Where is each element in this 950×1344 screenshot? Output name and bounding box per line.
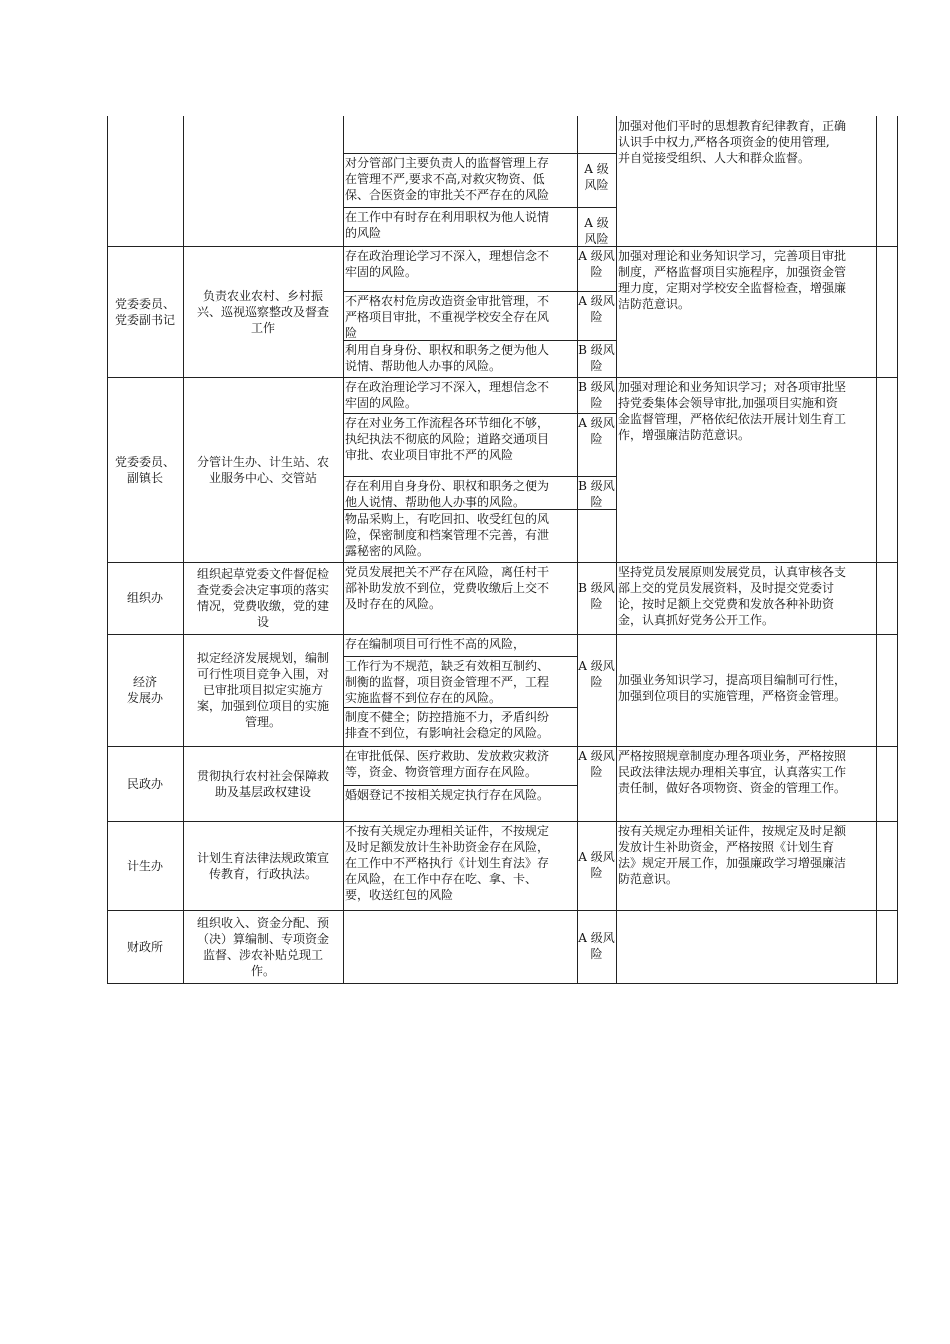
risk-level: A 级 风险 (584, 216, 609, 246)
table-rule (107, 562, 898, 563)
table-rule (107, 910, 898, 911)
table-rule (107, 821, 898, 822)
risk-level: B 级风 险 (578, 581, 615, 611)
table-rule (343, 153, 578, 154)
role-cell: 组织办 (126, 591, 163, 605)
duty-cell: 贯彻执行农村社会保障救 助及基层政权建设 (196, 769, 329, 799)
risk-level: A 级风 险 (578, 294, 615, 324)
risk-text: 在审批低保、医疗救助、发放救灾救济 等，资金、物资管理方面存在风险。 (345, 749, 550, 779)
role-cell: 财政所 (126, 940, 163, 954)
table-rule (343, 207, 578, 208)
prevention-measures: 按有关规定办理相关证件，按规定及时足额 发放计生补助资金，严格按照《计划生育 法》规定开展工作，加强廉政学习增强廉洁 防范意识。 (618, 824, 847, 886)
risk-text: 制度不健全；防控措施不力，矛盾纠纷 排查不到位，有影响社会稳定的风险。 (345, 710, 550, 740)
prevention-measures: 加强业务知识学习，提高项目编制可行性， 加强到位项目的实施管理，严格资金管理。 (618, 673, 847, 703)
role-cell: 计生办 (126, 859, 163, 873)
risk-level: A 级风 险 (578, 850, 615, 880)
risk-text: 党员发展把关不严存在风险，离任村干 部补助发放不到位，党费收缴后上交不 及时存在的风险。 (345, 565, 550, 611)
table-rule (343, 707, 578, 708)
risk-text: 存在政治理论学习不深入，理想信念不 牢固的风险。 (345, 380, 550, 410)
risk-level: A 级 风险 (584, 162, 609, 192)
role-cell: 民政办 (126, 777, 163, 791)
risk-text: 在工作中有时存在利用职权为他人说情 的风险 (345, 210, 550, 240)
risk-level: B 级风 险 (578, 343, 615, 373)
risk-text: 利用自身身份、职权和职务之便为他人 说情、帮助他人办事的风险。 (345, 343, 550, 373)
table-rule (107, 983, 898, 984)
prevention-measures: 坚持党员发展原则发展党员，认真审核各支 部上交的党员发展资料，及时提交党委讨 论，按时足额上交党费和发放各种补助资 金，认真抓好党务公开工作。 (618, 565, 847, 627)
risk-text: 存在对业务工作流程各环节细化不够， 执纪执法不彻底的风险；道路交通项目 审批、农业项目审批不严的风险 (345, 416, 550, 462)
prevention-measures: 加强对理论和业务知识学习；对各项审批坚 持党委集体会领导审批,加强项目实施和资 金监督管理，严格依纪依法开展计划生育工 作，增强廉洁防范意识。 (618, 380, 847, 442)
table-rule (343, 785, 578, 786)
risk-text: 存在编制项目可行性不高的风险， (345, 637, 526, 651)
duty-cell: 分管计生办、计生站、农 业服务中心、交管站 (196, 455, 329, 485)
table-rule (577, 413, 617, 414)
table-rule (577, 291, 617, 292)
table-rule (107, 746, 898, 747)
prevention-measures: 严格按照规章制度办理各项业务，严格按照 民政法律法规办理相关事宜，认真落实工作 责任制，做好各项物资、资金的管理工作。 (618, 749, 847, 795)
table-rule (107, 377, 898, 378)
table-rule (343, 413, 578, 414)
prevention-measures: 加强对理论和业务知识学习，完善项目审批 制度，严格监督项目实施程序，加强资金管 理力度，定期对学校安全监督检查，增强廉 洁防范意识。 (618, 249, 847, 311)
table-rule (577, 153, 617, 154)
table-rule (107, 246, 898, 247)
table-rule (577, 476, 617, 477)
risk-level: A 级风 险 (578, 749, 615, 779)
risk-text: 存在政治理论学习不深入，理想信念不 牢固的风险。 (345, 249, 550, 279)
risk-level: B 级风 险 (578, 479, 615, 509)
risk-text: 不按有关规定办理相关证件，不按规定 及时足额发放计生补助资金存在风险， 在工作中不严格执行《计划生育法》存 在风险，在工作中存在吃、拿、卡、 要，收送红包的风险 (345, 824, 550, 902)
table-rule (343, 476, 578, 477)
risk-text: 对分管部门主要负责人的监督管理上存 在管理不严,要求不高,对救灾物资、低 保、合医资金的审批关不严存在的风险 (345, 156, 550, 202)
table-rule (107, 634, 898, 635)
duty-cell: 组织收入、资金分配、预 （决）算编制、专项资金 监督、涉农补贴兑现工 作。 (196, 916, 329, 978)
role-cell: 经济 发展办 (126, 675, 163, 705)
risk-level: A 级风 险 (578, 416, 615, 446)
table-rule (343, 656, 578, 657)
risk-text: 婚姻登记不按相关规定执行存在风险。 (345, 788, 550, 802)
risk-level: A 级风 险 (578, 249, 615, 279)
risk-level: A 级风 险 (578, 659, 615, 689)
duty-cell: 计划生育法律法规政策宣 传教育，行政执法。 (196, 851, 329, 881)
duty-cell: 拟定经济发展规划，编制 可行性项目竞争入围，对 已审批项目拟定实施方 案，加强到位项目的实施 管理。 (196, 651, 329, 729)
duty-cell: 负责农业农村、乡村振 兴、巡视巡察整改及督查 工作 (196, 289, 329, 335)
table-rule (577, 207, 617, 208)
risk-text: 物品采购上，有吃回扣、收受红包的风 险，保密制度和档案管理不完善，有泄 露秘密的风险。 (345, 512, 550, 558)
risk-text: 工作行为不规范，缺乏有效相互制约、 制衡的监督，项目资金管理不严，工程 实施监督不到位存在的风险。 (345, 659, 550, 705)
prevention-measures: 加强对他们平时的思想教育纪律教育，正确 认识手中权力,严格各项资金的使用管理, 并自觉接受组织、人大和群众监督。 (618, 119, 847, 165)
table-rule (343, 291, 578, 292)
risk-text: 不严格农村危房改造资金审批管理，不 严格项目审批，不重视学校安全存在风 险 (345, 294, 550, 340)
duty-cell: 组织起草党委文件督促检 查党委会决定事项的落实 情况，党费收缴，党的建 设 (196, 567, 329, 629)
risk-text: 存在利用自身身份、职权和职务之便为 他人说情、帮助他人办事的风险。 (345, 479, 550, 509)
risk-level: B 级风 险 (578, 380, 615, 410)
role-cell: 党委委员、 党委副书记 (114, 297, 175, 327)
role-cell: 党委委员、 副镇长 (114, 455, 175, 485)
risk-level: A 级风 险 (578, 931, 615, 961)
table-rule (577, 340, 617, 341)
